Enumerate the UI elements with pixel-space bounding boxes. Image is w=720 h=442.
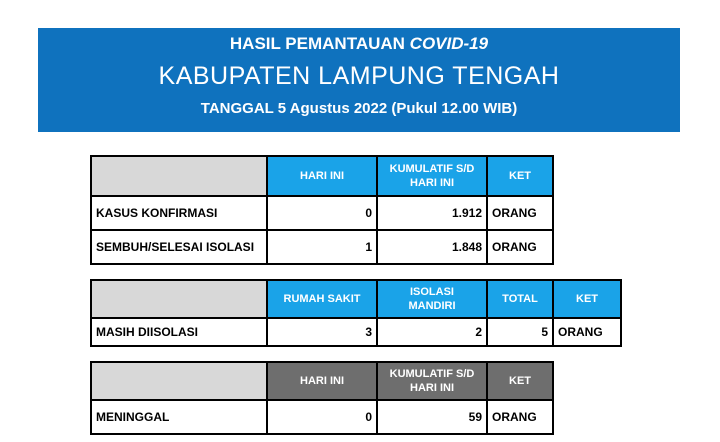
report-title-text: HASIL PEMANTAUAN — [229, 34, 405, 53]
col-total: TOTAL — [487, 280, 553, 318]
hospital-value: 3 — [267, 318, 377, 346]
cases-table-header — [91, 156, 553, 196]
report-header — [38, 28, 680, 132]
report-title-italic: COVID-19 — [409, 34, 489, 53]
unit-value: ORANG — [487, 196, 553, 230]
today-value: 0 — [267, 400, 377, 434]
report-date: TANGGAL 5 Agustus 2022 (Pukul 12.00 WIB) — [200, 100, 518, 117]
col-ket: KET — [487, 362, 553, 400]
table-row — [91, 400, 553, 434]
row-label: MENINGGAL — [91, 400, 267, 434]
col-kumulatif — [377, 156, 487, 196]
self-isolation-value: 2 — [377, 318, 487, 346]
row-label: KASUS KONFIRMASI — [91, 196, 267, 230]
today-value: 1 — [267, 230, 377, 264]
cumulative-value: 1.848 — [377, 230, 487, 264]
col-kumulatif-line2: HARI INI — [410, 177, 454, 189]
col-hari-ini: HARI INI — [267, 362, 377, 400]
isolation-table-header — [91, 280, 621, 318]
isolation-table — [90, 279, 622, 347]
col-kumulatif — [377, 362, 487, 400]
col-kumulatif-line1: KUMULATIF S/D — [389, 368, 475, 380]
cases-table — [90, 155, 554, 265]
col-kumulatif-line2: HARI INI — [410, 382, 454, 394]
deaths-table — [90, 361, 554, 435]
header-blank-cell — [91, 280, 267, 318]
report-title — [38, 34, 680, 54]
deaths-table-header — [91, 362, 553, 400]
col-isolasi-mandiri — [377, 280, 487, 318]
cumulative-value: 59 — [377, 400, 487, 434]
unit-value: ORANG — [487, 400, 553, 434]
today-value: 0 — [267, 196, 377, 230]
header-blank-cell — [91, 362, 267, 400]
row-label: MASIH DIISOLASI — [91, 318, 267, 346]
unit-value: ORANG — [553, 318, 621, 346]
total-value: 5 — [487, 318, 553, 346]
table-row — [91, 196, 553, 230]
col-ket: KET — [553, 280, 621, 318]
col-rumah-sakit: RUMAH SAKIT — [267, 280, 377, 318]
row-label: SEMBUH/SELESAI ISOLASI — [91, 230, 267, 264]
col-isolasi-line1: ISOLASI — [409, 286, 454, 298]
table-row — [91, 230, 553, 264]
table-row — [91, 318, 621, 346]
region-title: KABUPATEN LAMPUNG TENGAH — [158, 62, 560, 90]
col-hari-ini: HARI INI — [267, 156, 377, 196]
unit-value: ORANG — [487, 230, 553, 264]
col-ket: KET — [487, 156, 553, 196]
col-isolasi-line2: MANDIRI — [408, 300, 456, 312]
col-kumulatif-line1: KUMULATIF S/D — [389, 163, 475, 175]
header-blank-cell — [91, 156, 267, 196]
cumulative-value: 1.912 — [377, 196, 487, 230]
